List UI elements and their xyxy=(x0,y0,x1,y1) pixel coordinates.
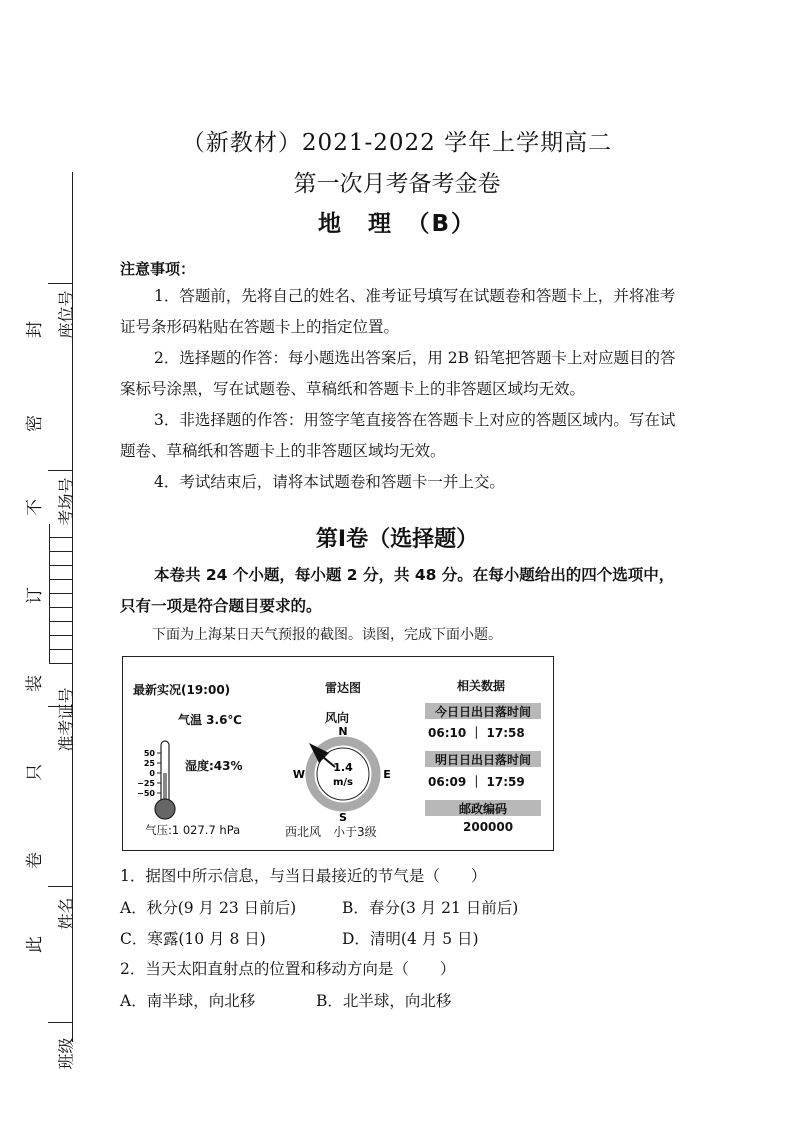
wind-speed-value: 1.4 xyxy=(333,761,353,774)
today-sun-label: 今日日出日落时间 xyxy=(425,703,541,719)
humidity-value: 湿度:43% xyxy=(185,759,243,773)
current-conditions-title: 最新实况(19:00) xyxy=(133,683,231,697)
radar-title: 雷达图 xyxy=(325,681,362,695)
seal-char: 只 xyxy=(25,764,45,781)
section-instruction: 本卷共 24 个小题，每小题 2 分，共 48 分。在每小题给出的四个选项中，只有一项是符合题目要求的。 xyxy=(120,566,675,615)
note-item: 4．考试结束后，请将本试题卷和答题卡一并上交。 xyxy=(154,473,505,491)
question-option: B．春分(3 月 21 日前后) xyxy=(342,899,519,917)
class-label: 班级 xyxy=(56,1037,76,1070)
thermo-tick: −25 xyxy=(137,779,155,788)
postal-code-value: 200000 xyxy=(463,820,514,834)
compass-south: S xyxy=(339,811,347,821)
admission-number-label: 准考证号 xyxy=(56,687,76,752)
pressure-value: 气压:1 027.7 hPa xyxy=(145,823,241,837)
wind-direction-label: 风向 xyxy=(325,711,350,725)
compass-east: E xyxy=(383,768,391,781)
thermo-tick: −50 xyxy=(137,789,155,798)
wind-compass xyxy=(283,725,403,821)
note-item: 1．答题前，先将自己的姓名、准考证号填写在试题卷和答题卡上，并将准考证号条形码粘贴在答题卡上的指定位置。 xyxy=(120,287,676,336)
seal-char: 卷 xyxy=(25,852,45,869)
class-line xyxy=(48,1022,72,1023)
question-stem: 2．当天太阳直射点的位置和移动方向是（ ） xyxy=(120,960,456,978)
section-title: 第Ⅰ卷（选择题） xyxy=(315,527,479,552)
tomorrow-sun-times: 06:09 ｜ 17:59 xyxy=(428,775,525,789)
seal-char: 此 xyxy=(25,936,45,953)
question-stem: 1．据图中所示信息，与当日最接近的节气是（ ） xyxy=(120,867,487,885)
seal-char: 密 xyxy=(25,415,45,432)
thermo-tick: 50 xyxy=(143,749,155,758)
wind-speed-unit: m/s xyxy=(332,777,354,788)
thermo-tick: 0 xyxy=(149,769,155,778)
related-data-title: 相关数据 xyxy=(457,679,506,693)
seat-number-line xyxy=(48,283,72,284)
seal-char: 装 xyxy=(25,675,45,692)
note-item: 2．选择题的作答：每小题选出答案后，用 2B 铅笔把答题卡上对应题目的答案标号涂黑，写在试题卷、草稿纸和答题卡上的非答题区域均无效。 xyxy=(120,349,676,398)
subject-title: 地 理 （B） xyxy=(317,211,477,237)
question-option: A．南半球，向北移 xyxy=(120,992,256,1010)
seal-char: 封 xyxy=(25,321,45,338)
compass-west: W xyxy=(292,768,306,781)
postal-code-label: 邮政编码 xyxy=(425,800,541,816)
question-option: D．清明(4 月 5 日) xyxy=(342,930,479,948)
seat-number-label: 座位号 xyxy=(56,290,76,339)
question-lead: 下面为上海某日天气预报的截图。读图，完成下面小题。 xyxy=(152,627,502,643)
notes-heading: 注意事项： xyxy=(120,260,196,278)
question-option: C．寒露(10 月 8 日) xyxy=(120,930,266,948)
temperature-value: 气温 3.6℃ xyxy=(178,713,242,727)
name-label: 姓名 xyxy=(56,897,76,930)
question-option: A．秋分(9 月 23 日前后) xyxy=(120,899,297,917)
tomorrow-sun-label: 明日日出日落时间 xyxy=(425,751,541,767)
seal-char: 订 xyxy=(25,587,45,604)
today-sun-times: 06:10 ｜ 17:58 xyxy=(428,726,525,740)
exam-subtitle: 第一次月考备考金卷 xyxy=(293,171,501,197)
note-item: 3．非选择题的作答：用签字笔直接答在答题卡上对应的答题区域内。写在试题卷、草稿纸和答题卡上的非答题区域均无效。 xyxy=(120,411,676,460)
exam-room-label: 考场号 xyxy=(56,477,76,526)
exam-title: （新教材）2021-2022 学年上学期高二 xyxy=(181,130,613,156)
weather-figure xyxy=(122,656,554,851)
thermo-tick: 25 xyxy=(143,759,155,768)
exam-room-line xyxy=(48,470,72,471)
question-option: B．北半球，向北移 xyxy=(316,992,452,1010)
thermometer-icon xyxy=(133,737,183,827)
name-line xyxy=(48,886,72,887)
seal-char: 不 xyxy=(25,499,45,516)
compass-north: N xyxy=(338,725,348,738)
wind-description: 西北风 小于3级 xyxy=(285,825,377,839)
